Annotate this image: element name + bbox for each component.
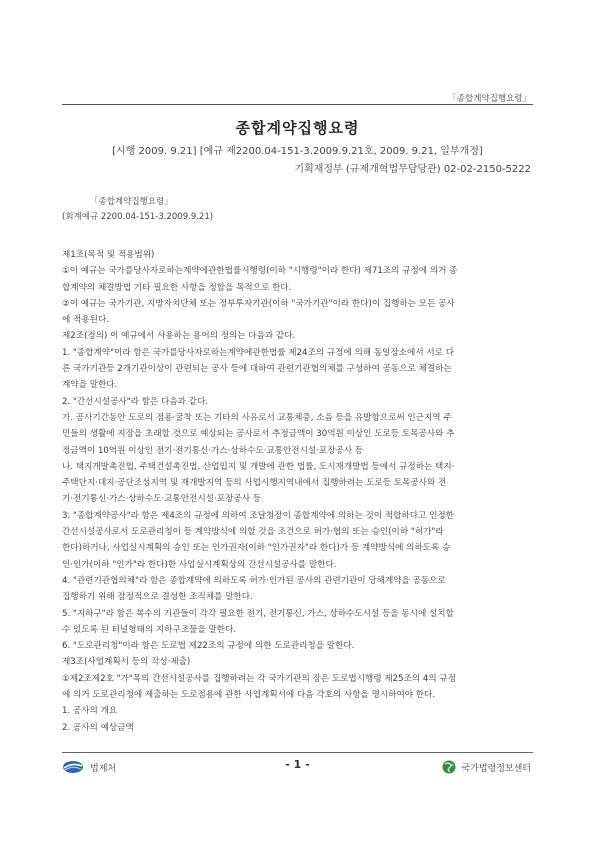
body-line: 제1조(목적 및 적용범위) bbox=[62, 250, 155, 260]
globe-icon bbox=[442, 760, 456, 774]
body-line: 한다)하거나, 사업실시계획의 승인 또는 인가권자(이하 "인가권자"라 한다)가 등 계약방식에 의하도록 승 bbox=[62, 543, 451, 554]
body-text bbox=[62, 247, 534, 736]
body-line: 제3조(사업계획서 등의 작성·제출) bbox=[62, 657, 191, 668]
body-line: 에 의거 도로관리청에 제출하는 도로점용에 관한 사업계획서에 다음 각호의 사항을 명시하여야 한다. bbox=[62, 690, 436, 701]
body-line: 2. 공사의 예상금액 bbox=[62, 722, 134, 733]
body-line: 가. 공사기간동안 도로의 점용·굴착 또는 기타의 사유로서 교통체증, 소음 등을 유발함으로써 인근지역 주 bbox=[62, 412, 452, 423]
document-number: (회계예규 2200.04-151-3.2009.9.21) bbox=[62, 212, 214, 222]
enforcement-info: [시행 2009. 9.21] [예규 제2200.04-151-3.2009.9.21호, 2009. 9.21, 일부개정] bbox=[112, 146, 483, 157]
body-line: 1. 공사의 개요 bbox=[62, 706, 118, 717]
document-name: 「종합계약집행요령」 bbox=[90, 197, 173, 207]
body-line: ②이 예규는 국가기관, 지방자치단체 또는 정부투자기관(이하 "국가기관"이라 한다)이 집행하는 모든 공사 bbox=[62, 298, 455, 309]
body-line: 나. 택지개발촉진법, 주택건설촉진법, 산업입지 및 개발에 관한 법률, 도시재개발법 등에서 규정하는 택지· bbox=[62, 461, 455, 472]
body-line: ①이 예규는 국가를당사자로하는계약에관한법률시행령(이하 "시행령"이라 한다) 제71조의 규정에 의거 종 bbox=[62, 266, 458, 277]
body-line: 계약을 말한다. bbox=[62, 380, 118, 391]
footer-right bbox=[442, 760, 531, 774]
footer-right-label: 국가법령정보센터 bbox=[461, 763, 531, 774]
body-line: 기·전기통신·가스·상하수도·교통안전시설·포장공사 등 bbox=[62, 494, 262, 505]
body-line: 간선시설공사로서 도로관리청이 등 계약방식에 의할 것을 조건으로 허가·협의 또는 승인(이하 "허가"라 bbox=[62, 527, 444, 538]
body-line: 2. "간선시설공사"라 함은 다음과 같다. bbox=[62, 396, 208, 407]
footer-left-label: 법제처 bbox=[90, 763, 117, 774]
header-document-tag: 「종합계약집행요령」 bbox=[448, 94, 531, 104]
body-line: 주택단지·대지·공단조성지역 및 재개발지역 등의 사업시행지역내에서 집행하려는 도로등 토목공사와 전 bbox=[62, 478, 447, 489]
body-line: 민들의 생활에 지장을 초래할 것으로 예상되는 공사로서 추정금액이 30억원 이상인 도로등 토목공사와 추 bbox=[62, 429, 455, 440]
body-line: 3. "종합계약공사"라 함은 제4조의 규정에 의하여 조달청장이 종합계약에 의하는 것이 적합하다고 인정한 bbox=[62, 510, 454, 521]
page-number: - 1 - bbox=[285, 758, 310, 771]
body-line: 인·인가(이하 "인가"라 한다)한 사업실시계획상의 간선시설공사를 말한다. bbox=[62, 559, 337, 570]
page-title: 종합계약집행요령 bbox=[235, 119, 360, 137]
body-line: 6. "도로관리청"이라 함은 도로법 제22조의 규정에 의한 도로관리청을 말한다. bbox=[62, 641, 355, 652]
body-line: 른 국가기관등 2개기관이상이 관련되는 공사 등에 대하여 관련기관협의체를 구성하여 공동으로 체결하는 bbox=[62, 364, 452, 375]
body-line: 1. "종합계약"이라 함은 국가를당사자로하는계약에관한법률 제24조의 규정에 의해 동일장소에서 서로 다 bbox=[62, 347, 454, 358]
header-divider bbox=[62, 104, 533, 105]
body-line: 에 적용된다. bbox=[62, 315, 109, 326]
ministry-contact: 기획재정부 (규제개혁법무담당관) 02-02-2150-5222 bbox=[294, 164, 531, 175]
body-line: 정금액이 10억원 이상인 전기·전기통신·가스·상하수도·교통안전시설·포장공사 등 bbox=[62, 445, 364, 456]
body-line: 5. "지하구"라 함은 복수의 기관들이 각각 필요한 전기, 전기통신, 가스, 상하수도시설 등을 동시에 설치할 bbox=[62, 608, 454, 619]
footer-divider bbox=[62, 752, 533, 753]
body-line: ①제2조제2호 "가"목의 간선시설공사를 집행하려는 각 국가기관의 장은 도로법시행령 제25조의 4의 규정 bbox=[62, 673, 457, 684]
body-line: 합계약의 체결방법 기타 필요한 사항을 정함을 목적으로 한다. bbox=[62, 282, 292, 293]
body-line: 4. "관련기관협의체"라 함은 종합계약에 의하도록 허가·인가된 공사의 관련기관이 당해계약을 공동으로 bbox=[62, 575, 446, 586]
body-line: 제2조(정의) 이 예규에서 사용하는 용어의 정의는 다음과 같다. bbox=[62, 331, 296, 342]
body-line: 수 있도록 된 터널형태의 지하구조물을 말한다. bbox=[62, 624, 237, 635]
body-line: 집행하기 위해 잠정적으로 결성한 조직체를 말한다. bbox=[62, 592, 253, 603]
